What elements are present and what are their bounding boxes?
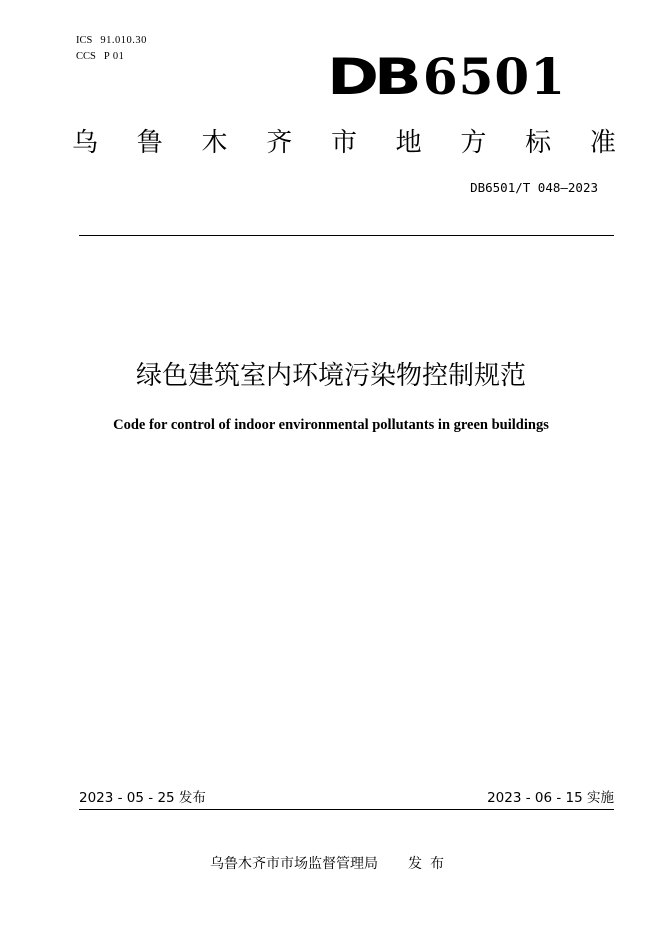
- ics-line: [76, 33, 147, 49]
- standard-type-char: 市: [330, 128, 357, 158]
- db-logo: [327, 47, 566, 106]
- db-logo-letters: DB: [327, 48, 417, 106]
- ccs-code: P 01: [103, 51, 125, 62]
- issuer-action: 发布: [408, 856, 452, 872]
- ccs-label: CCS: [76, 51, 96, 62]
- issuer-line: [0, 853, 662, 873]
- standard-type-char: 齐: [266, 128, 293, 158]
- standard-type-char: 木: [201, 128, 228, 158]
- standard-type-char: 乌: [72, 128, 99, 158]
- standard-type-heading: [72, 126, 616, 160]
- standard-number: DB6501/T 048—2023: [470, 180, 598, 195]
- db-logo-number: 6501: [422, 47, 566, 106]
- classification-codes: [76, 33, 147, 65]
- issuer-name: 乌鲁木齐市市场监督管理局: [210, 856, 378, 872]
- implement-date: 2023 - 06 - 15 实施: [487, 790, 614, 806]
- title-chinese: 绿色建筑室内环境污染物控制规范: [135, 361, 526, 391]
- bottom-divider: [79, 809, 614, 810]
- top-divider: [79, 235, 614, 236]
- standard-type-char: 方: [460, 128, 487, 158]
- ccs-line: [76, 49, 147, 65]
- title-english: Code for control of indoor environmental pollutants in green buildings: [113, 417, 549, 433]
- standard-type-char: 地: [395, 128, 422, 158]
- standard-type-char: 标: [525, 128, 552, 158]
- date-row: [79, 789, 614, 807]
- publish-date: 2023 - 05 - 25 发布: [79, 790, 206, 806]
- ics-code: 91.010.30: [100, 35, 147, 46]
- ics-label: ICS: [76, 35, 93, 46]
- standard-type-char: 鲁: [136, 128, 163, 158]
- standard-type-char: 准: [589, 128, 616, 158]
